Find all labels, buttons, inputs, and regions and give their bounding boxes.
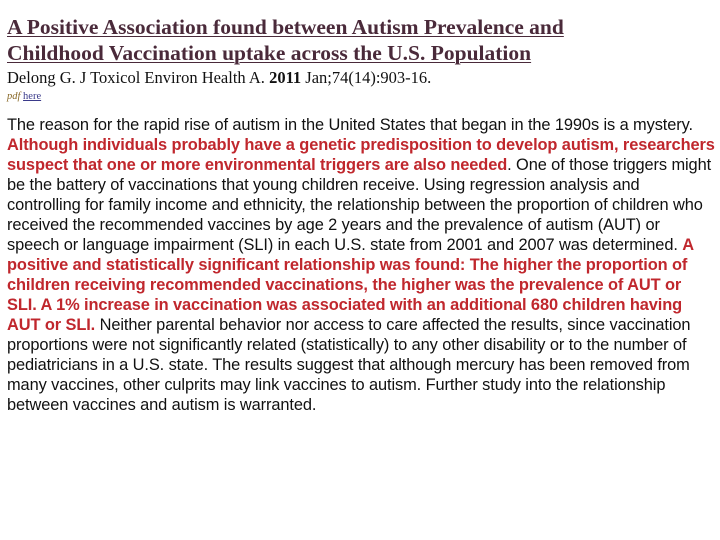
abstract-text-methods: . One of those triggers might be the battery of vaccinations that young children receive. Using regression analysis and controlling for family income and ethnicity, the relationship between the proportion of children who received the recommended vaccines by age 2 years and the prevalence of autism (AUT) or speech or language impairment (SLI) in each U.S. state from 2001 and 2007 was determined. <box>7 156 712 254</box>
citation-authors-journal: Delong G. J Toxicol Environ Health A. <box>7 68 270 87</box>
abstract-paragraph <box>7 115 715 415</box>
abstract-highlight-hypothesis: Although individuals probably have a genetic predisposition to develop autism, researchers suspect that one or more environmental triggers are also needed <box>7 136 715 174</box>
pdf-here-link[interactable]: here <box>23 91 42 102</box>
citation-volume-pages: Jan;74(14):903-16. <box>301 68 432 87</box>
title-line-2: Childhood Vaccination uptake across the U.S. Population <box>7 41 532 65</box>
abstract-text-intro: The reason for the rapid rise of autism in the United States that began in the 1990s is a mystery. <box>7 116 693 134</box>
abstract-highlight-finding: A positive and statistically significant relationship was found: The higher the proportion of children receiving recommended vaccinations, the higher was the prevalence of AUT or SLI. A 1% increase in vaccination was associated with an additional 680 children having AUT or SLI. <box>7 236 694 334</box>
abstract-text-conclusion: Neither parental behavior nor access to care affected the results, since vaccination proportions were not significantly related (statistically) to any other disability or to the number of pediatricians in a U.S. state. The results suggest that although mercury has been removed from many vaccines, other culprits may link vaccines to autism. Further study into the relationship between vaccines and autism is warranted. <box>7 316 691 414</box>
citation <box>7 68 712 88</box>
citation-year: 2011 <box>269 68 302 87</box>
pdf-label: pdf <box>7 91 21 102</box>
title-line-1: A Positive Association found between Autism Prevalence and <box>7 15 564 39</box>
page-title <box>7 14 712 66</box>
pdf-link-row <box>7 90 712 103</box>
